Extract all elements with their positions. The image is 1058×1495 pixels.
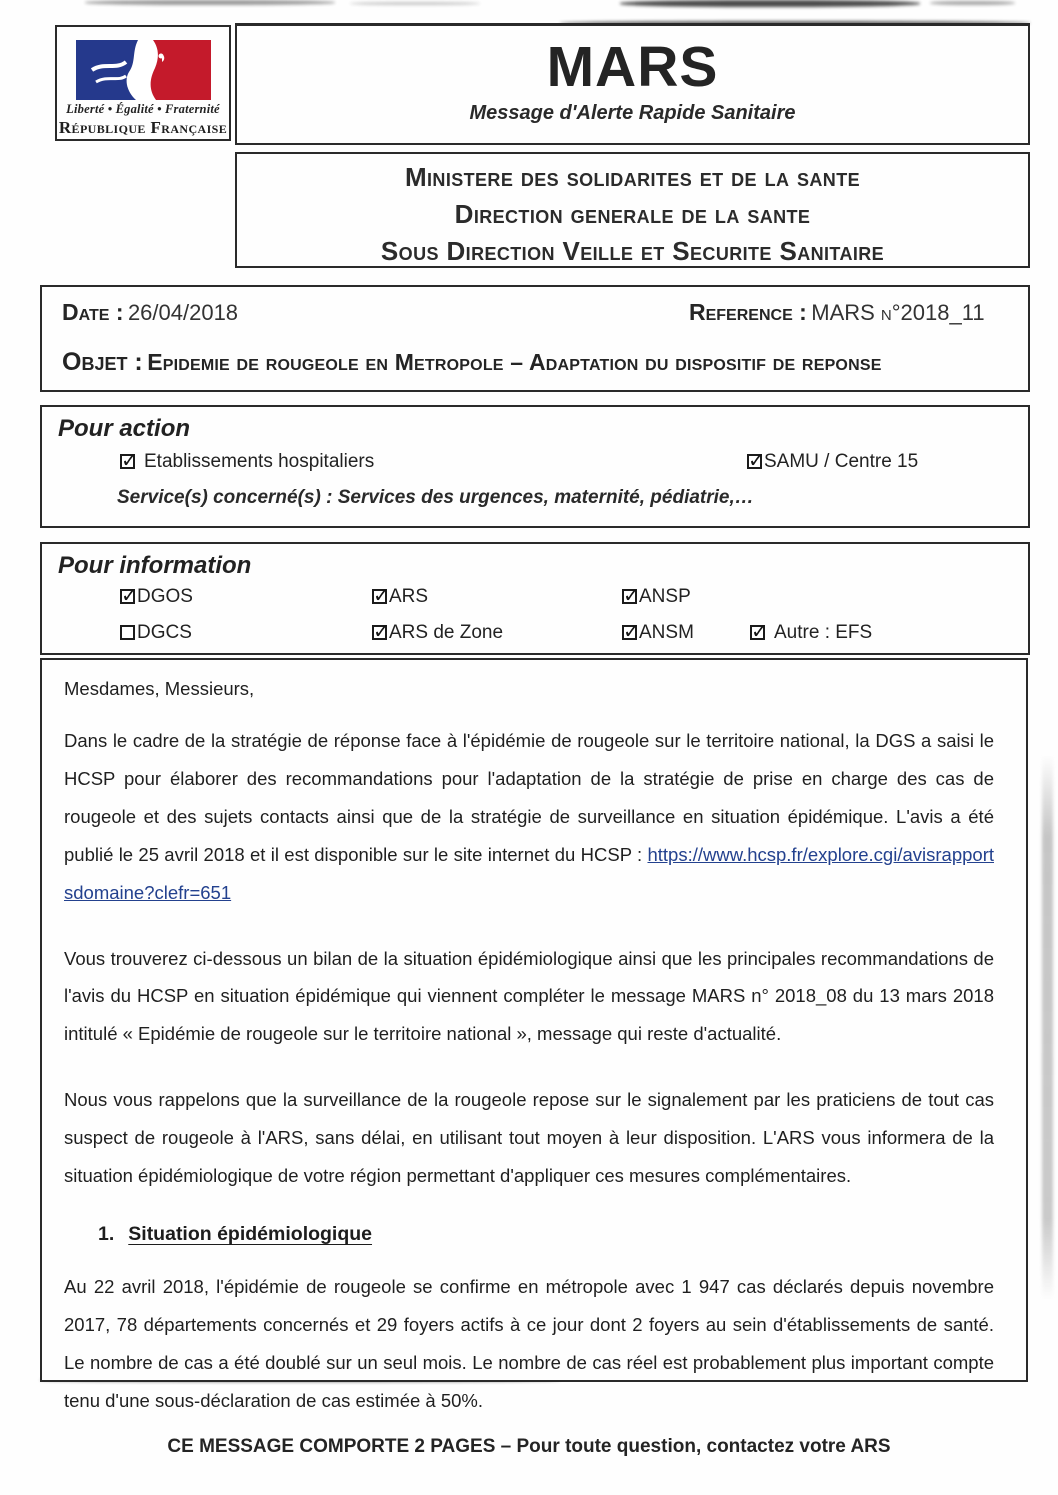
marianne-flag-icon bbox=[76, 40, 211, 100]
pour-action-heading: Pour action bbox=[58, 415, 191, 442]
checkbox-label: Autre : EFS bbox=[774, 622, 873, 643]
letter-body-box bbox=[40, 658, 1028, 1411]
document-subtitle: Message d'Alerte Rapide Sanitaire bbox=[469, 102, 796, 124]
checkbox-label: ARS bbox=[389, 586, 429, 607]
salutation: Mesdames, Messieurs, bbox=[64, 678, 255, 699]
scan-edge-shadow bbox=[1042, 755, 1053, 1300]
pour-information-heading: Pour information bbox=[58, 552, 252, 579]
page-footer: CE MESSAGE COMPORTE 2 PAGES – Pour toute question, contactez votre ARS bbox=[167, 1436, 891, 1457]
checkbox-label: SAMU / Centre 15 bbox=[764, 451, 919, 472]
scan-smudge bbox=[85, 0, 335, 5]
date-label: Date : bbox=[62, 299, 124, 325]
paragraph-rappel: Nous vous rappelons que la surveillance de la rougeole repose sur le signalement par les praticiens de tout cas suspect de rougeole à l'ARS, sans délai, en utilisant tout moyen à leur disposition. L'ARS vous informera de la situation épidémiologique de votre région permettant d'appliquer ces mesures complémentaires. bbox=[64, 1089, 994, 1187]
document-title: MARS bbox=[546, 35, 719, 99]
checkbox-ansp[interactable] bbox=[622, 586, 691, 608]
paragraph-text: Dans le cadre de la stratégie de réponse face à l'épidémie de rougeole sur le territoire national, la DGS a saisi le HCSP pour élaborer des recommandations pour l'adaptation de la stratégie de prise en charge des cas de rougeole et des sujets contacts ainsi que de la stratégie de surveillance en situation épidémique. L'avis a été publié le 25 avril 2018 et il est disponible sur le site internet du HCSP : bbox=[64, 729, 994, 865]
reference-value: MARS n°2018_11 bbox=[811, 300, 985, 325]
services-note: Service(s) concerné(s) : Services des urgences, maternité, pédiatrie,… bbox=[117, 487, 754, 508]
checkbox-ansm[interactable] bbox=[622, 622, 694, 644]
checkbox-ars[interactable] bbox=[372, 586, 428, 608]
checkbox-icon[interactable] bbox=[747, 454, 762, 469]
section-1-title: Situation épidémiologique bbox=[128, 1223, 373, 1246]
checkbox-icon[interactable] bbox=[120, 454, 135, 469]
checkbox-samu-centre-15[interactable] bbox=[747, 451, 918, 473]
checkbox-label: ARS de Zone bbox=[389, 622, 504, 643]
french-republic-logo bbox=[55, 25, 231, 141]
checkbox-dgcs[interactable] bbox=[120, 622, 192, 644]
logo-country: République Française bbox=[58, 118, 228, 137]
pour-information-box bbox=[40, 542, 1030, 655]
checkbox-dgos[interactable] bbox=[120, 586, 193, 608]
checkbox-icon[interactable] bbox=[622, 625, 637, 640]
ministry-line: Sous Direction Veille et Securite Sanitaire bbox=[380, 236, 885, 266]
paragraph-situation: Au 22 avril 2018, l'épidémie de rougeole se confirme en métropole avec 1 947 cas déclarés depuis novembre 2017, 78 départements concernés et 29 foyers actifs à ce jour dont 2 foyers au sein d'établissements de santé. Le nombre de cas a été doublé sur un seul mois. Le nombre de cas réel est probablement plus important compte tenu d'une sous-déclaration de cas estimée à 50%. bbox=[64, 1276, 994, 1411]
paragraph-context bbox=[64, 722, 994, 912]
scan-smudge bbox=[620, 0, 920, 7]
hcsp-link[interactable]: https://www.hcsp.fr/explore.cgi/avisrapportsdomaine?clefr=651 bbox=[64, 843, 994, 903]
ministry-line: Direction generale de la sante bbox=[454, 199, 811, 229]
ministry-line: Ministere des solidarites et de la sante bbox=[404, 162, 861, 192]
checkbox-autre-efs[interactable] bbox=[750, 622, 872, 644]
checkbox-label: DGOS bbox=[137, 586, 193, 607]
meta-box bbox=[40, 285, 1030, 392]
reference-label: Reference : bbox=[689, 299, 807, 325]
logo-motto: Liberté • Égalité • Fraternité bbox=[66, 102, 220, 116]
checkbox-icon[interactable] bbox=[120, 589, 135, 604]
checkbox-ars-de-zone[interactable] bbox=[372, 622, 503, 644]
mars-header-box bbox=[235, 23, 1030, 145]
scan-smudge bbox=[350, 2, 480, 5]
paragraph-bilan: Vous trouverez ci-dessous un bilan de la situation épidémiologique ainsi que les principales recommandations de l'avis du HCSP en situation épidémique qui viennent compléter le message MARS n° 2018_08 du 13 mars 2018 intitulé « Epidémie de rougeole sur le territoire national », message qui reste d'actualité. bbox=[64, 947, 994, 1045]
checkbox-icon[interactable] bbox=[120, 625, 135, 640]
checkbox-icon[interactable] bbox=[372, 625, 387, 640]
checkbox-label: ANSP bbox=[639, 586, 691, 607]
date-value: 26/04/2018 bbox=[127, 300, 239, 325]
pour-action-box bbox=[40, 405, 1030, 528]
objet-value: Epidemie de rougeole en Metropole – Adaptation du dispositif de reponse bbox=[147, 349, 882, 375]
checkbox-label: DGCS bbox=[137, 622, 192, 643]
section-1-number: 1. bbox=[98, 1223, 115, 1246]
scan-smudge bbox=[930, 1, 1015, 5]
checkbox-label: Etablissements hospitaliers bbox=[144, 451, 375, 472]
objet-label: Objet : bbox=[62, 348, 143, 376]
checkbox-label: ANSM bbox=[639, 622, 694, 643]
checkbox-etablissements-hospitaliers[interactable] bbox=[120, 451, 374, 473]
checkbox-icon[interactable] bbox=[372, 589, 387, 604]
section-1-heading bbox=[64, 1223, 994, 1246]
ministry-header-box bbox=[235, 152, 1030, 268]
checkbox-icon[interactable] bbox=[750, 625, 765, 640]
checkbox-icon[interactable] bbox=[622, 589, 637, 604]
